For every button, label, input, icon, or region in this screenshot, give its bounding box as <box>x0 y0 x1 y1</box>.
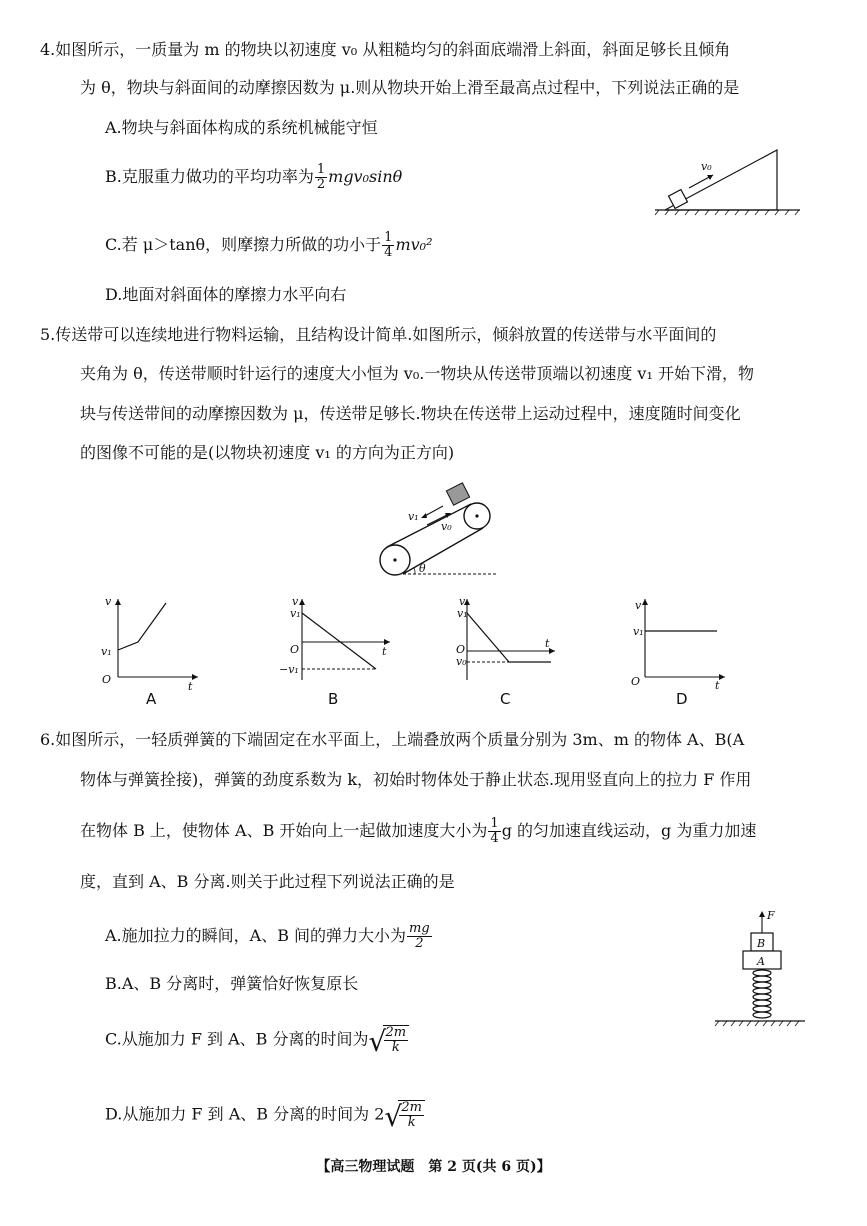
q4-option-c-expr: mv₀² <box>395 235 433 254</box>
q4-stem-line2: 为 θ，物块与斜面间的动摩擦因数为 μ.则从物块开始上滑至最高点过程中，下列说法正确的是 <box>80 78 740 97</box>
arrowhead-icon <box>421 513 427 518</box>
q6-option-a <box>105 922 433 951</box>
q4-option-b-fraction <box>315 163 327 192</box>
graph-b-curve <box>302 613 376 669</box>
force-label: F <box>767 909 775 922</box>
v1-label: v₁ <box>408 510 419 523</box>
origin: O <box>456 643 466 656</box>
graph-c-curve <box>467 613 551 662</box>
q6-option-c-sqrt: √ $\frac{2m}{k}$ <box>369 1025 410 1055</box>
belt-top <box>387 504 471 547</box>
q5-stem-line4: 的图像不可能的是(以物块初速度 v₁ 的方向为正方向) <box>80 443 455 462</box>
graph-a-caption: A <box>146 690 157 708</box>
q4-stem-line1: 4.如图所示，一质量为 m 的物块以初速度 v₀ 从粗糙均匀的斜面底端滑上斜面，斜面足够长且倾角 <box>40 40 731 59</box>
belt-bottom <box>403 528 483 574</box>
graph-a-curve <box>118 603 166 650</box>
q5-stem-line1: 5.传送带可以连续地进行物料运输，且结构设计简单.如图所示，倾斜放置的传送带与水平面间的 <box>40 325 717 344</box>
q4-incline-figure <box>655 148 815 218</box>
frac-numerator: 2m <box>401 1100 422 1115</box>
q6-option-a-text: A.施加拉力的瞬间，A、B 间的弹力大小为 <box>105 926 407 945</box>
q6-option-d-sqrt: √ $\frac{2m}{k}$ <box>384 1100 425 1130</box>
frac-numerator: mg <box>409 921 430 936</box>
graph-c-caption: C <box>500 690 511 708</box>
block <box>446 483 469 505</box>
q4-option-b-text: B.克服重力做功的平均功率为 <box>105 167 314 186</box>
q4-option-c-fraction <box>382 231 394 260</box>
graph-a <box>100 595 200 693</box>
q6-stem-line3 <box>80 817 756 846</box>
frac-numerator: 2m <box>385 1025 407 1040</box>
ground-hatch <box>655 210 799 215</box>
v0-label: v₀ <box>441 520 452 533</box>
block-b-label: B <box>757 937 766 950</box>
q6-stem-line4: 度，直到 A、B 分离.则关于此过程下列说法正确的是 <box>80 872 455 891</box>
axis-t: t <box>188 680 193 693</box>
graph-c <box>447 595 557 685</box>
q6-option-d-fraction <box>399 1101 424 1130</box>
v0-label: v₀ <box>701 160 712 173</box>
theta-label: θ <box>419 562 426 575</box>
spring <box>753 970 771 1018</box>
frac-numerator: 1 <box>490 816 499 831</box>
frac-numerator: 1 <box>316 162 326 177</box>
axis-t: t <box>382 645 387 658</box>
v1-tick: v₁ <box>633 625 644 638</box>
axis-t: t <box>545 637 550 650</box>
neg-v1-tick: −v₁ <box>279 663 299 676</box>
v1-tick: v₁ <box>457 607 468 620</box>
q6-stem-line1: 6.如图所示，一轻质弹簧的下端固定在水平面上，上端叠放两个质量分别为 3m、m 的物体 A、B(A <box>40 730 745 749</box>
v1-tick: v₁ <box>290 607 301 620</box>
origin: O <box>631 675 641 688</box>
origin: O <box>290 643 300 656</box>
frac-numerator: 1 <box>384 230 393 245</box>
frac-denominator: k <box>407 1115 416 1130</box>
axis-v: v <box>459 595 466 608</box>
frac-denominator: k <box>391 1040 400 1055</box>
q6-line3-post: g 的匀加速直线运动，g 为重力加速 <box>501 821 757 840</box>
graph-d <box>625 595 735 692</box>
axis-v: v <box>105 595 112 608</box>
frac-denominator: 2 <box>415 936 424 951</box>
q6-option-c-text: C.从施加力 F 到 A、B 分离的时间为 <box>105 1029 369 1049</box>
origin: O <box>102 673 112 686</box>
q6-option-a-fraction <box>407 922 432 951</box>
graph-b-caption: B <box>328 690 339 708</box>
q5-conveyor-figure <box>375 478 515 588</box>
frac-denominator: 2 <box>316 177 326 192</box>
frac-denominator: 4 <box>384 245 393 260</box>
q6-option-b: B.A、B 分离时，弹簧恰好恢复原长 <box>105 974 359 993</box>
q6-accel-fraction <box>488 817 500 846</box>
axis-t: t <box>715 679 720 692</box>
arrowhead-icon <box>759 911 765 917</box>
q4-option-b <box>105 163 402 192</box>
frac-denominator: 4 <box>490 831 499 846</box>
q5-stem-line2: 夹角为 θ，传送带顺时针运行的速度大小恒为 v₀.一物块从传送带顶端以初速度 v₁ 开始下滑，物 <box>80 364 754 383</box>
q6-option-c <box>105 1025 409 1058</box>
q5-stem-line3: 块与传送带间的动摩擦因数为 μ，传送带足够长.物块在传送带上运动过程中，速度随时间变化 <box>80 404 741 423</box>
q6-stem-line2: 物体与弹簧拴接)，弹簧的劲度系数为 k，初始时物体处于静止状态.现用竖直向上的拉力 F 作用 <box>80 770 752 789</box>
q4-option-c <box>105 231 432 260</box>
ground-hatch <box>715 1021 799 1026</box>
q4-option-c-text: C.若 μ＞tanθ，则摩擦力所做的功小于 <box>105 235 382 254</box>
q6-spring-figure <box>715 905 810 1035</box>
q6-line3-pre: 在物体 B 上，使物体 A、B 开始向上一起做加速度大小为 <box>80 821 488 840</box>
graph-d-caption: D <box>676 690 688 708</box>
v1-tick: v₁ <box>101 645 112 658</box>
q6-option-d-text: D.从施加力 F 到 A、B 分离的时间为 2 <box>105 1104 385 1124</box>
q4-option-b-expr: mgv₀sinθ <box>328 167 403 186</box>
block-a-label: A <box>757 955 765 968</box>
q6-option-d <box>105 1100 425 1133</box>
q4-option-d: D.地面对斜面体的摩擦力水平向右 <box>105 285 347 304</box>
page-footer: 【高三物理试题 第 2 页(共 6 页)】 <box>316 1159 551 1175</box>
block <box>669 190 688 209</box>
q6-option-c-fraction <box>384 1026 409 1055</box>
axis-v: v <box>635 599 642 612</box>
axis-v: v <box>292 595 299 608</box>
v0-tick: v₀ <box>456 655 467 668</box>
graph-b <box>279 595 392 685</box>
q4-option-a: A.物块与斜面体构成的系统机械能守恒 <box>105 118 378 137</box>
